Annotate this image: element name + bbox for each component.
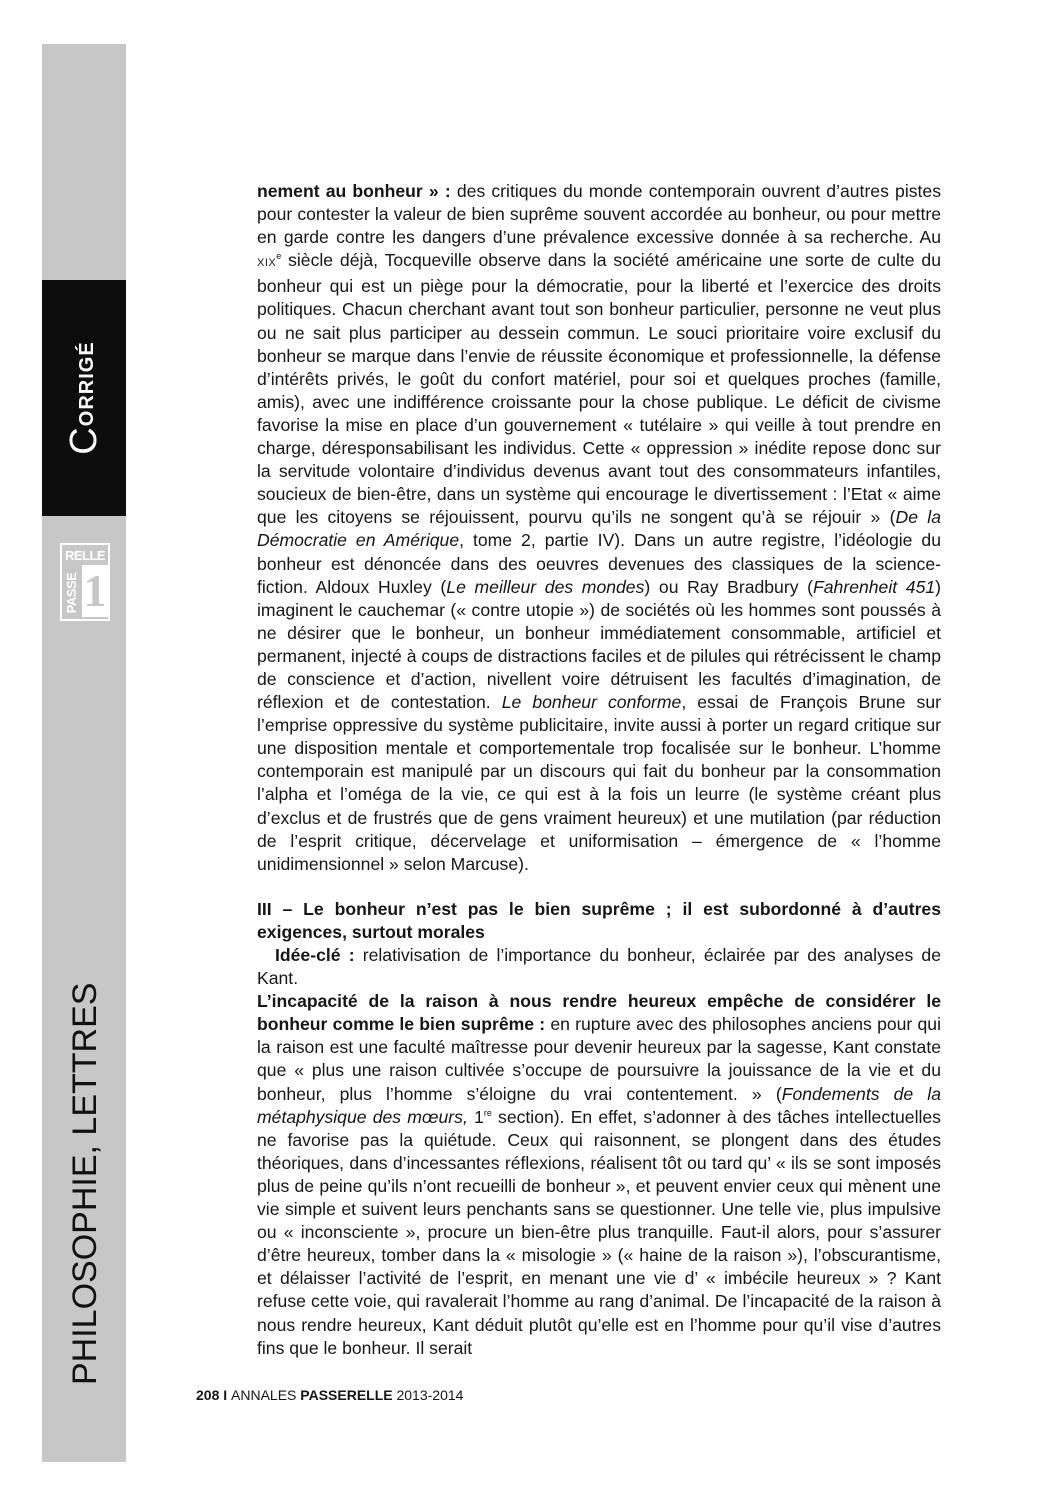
page-number: 208: [196, 1387, 220, 1403]
main-text: [257, 180, 941, 1360]
page-footer: 208 I ANNALES PASSERELLE 2013-2014: [196, 1387, 464, 1403]
paragraph: L’incapacité de la raison à nous rendre heureux empêche de considérer le bonheur comme le bien suprême : en rupture avec des philosophes anciens pour qui la raison est une faculté maîtresse pour devenir heureux par la sagesse, Kant constate que « plus une raison cultivée s’occupe de poursuivre la jouissance de la vie et du bonheur, plus l’homme s’éloigne du vrai contentement. » (Fondements de la métaphysique des mœurs, 1re section). En effet, s’adonner à des tâches intellectuelles ne favorise pas la quiétude. Ceux qui raisonnent, se plongent dans des études théoriques, dans d’incessantes réflexions, réalisent tôt ou tard qu’ « ils se sont imposés plus de peine qu’ils n’ont recueilli de bonheur », et peuvent envier ceux qui mènent une vie simple et suivent leurs penchants sans se questionner. Une telle vie, plus impulsive ou « inconsciente », procure un bien-être plus tranquille. Faut-il alors, pour s’assurer d’être heureux, tomber dans la « misologie » (« haine de la raison »), l’obscurantisme, et délaisser l’activité de l’esprit, en menant une vie d’ « imbécile heureux » ? Kant refuse cette voie, qui ravalerait l’homme au rang d’animal. De l’incapacité de la raison à nous rendre heureux, Kant déduit plutôt qu’elle est en l’homme pour qu’il vise d’autres fins que le bonheur. Il serait: [257, 991, 941, 1358]
logo-number: 1: [83, 565, 107, 616]
brand-name: PASSERELLE: [300, 1387, 393, 1403]
passerelle-logo: [60, 543, 110, 621]
corrige-label: C orrigé: [62, 341, 105, 455]
section-heading: III – Le bonheur n’est pas le bien suprême ; il est subordonné à d’autres exigences, surtout morales: [257, 898, 941, 942]
section-label: PHILOSOPHIE, LETTRES: [66, 982, 104, 1385]
paragraph: nement au bonheur » : des critiques du monde contemporain ouvrent d’autres pistes pour contester la valeur de bien suprême souvent accordée au bonheur, ou pour mettre en garde contre les dangers d’une prévalence excessive donnée à sa recherche. Au XIXe siècle déjà, Tocqueville observe dans la société américaine une sorte de culte du bonheur qui est un piège pour la démocratie, pour la liberté et l’exercice des droits politiques. Chacun cherchant avant tout son bonheur particulier, personne ne veut plus ou ne sait plus participer au dessein commun. Le souci prioritaire voire exclusif du bonheur se marque dans l’envie de réussite économique et professionnelle, la défense d’intérêts privés, le goût du confort matériel, pour soi et quelques proches (famille, amis), avec une indifférence croissante pour la chose publique. Le déficit de civisme favorise la mise en place d’un gouvernement « tutélaire » qui veille à tout prendre en charge, déresponsabilisant les individus. Cette « oppression » inédite repose donc sur la servitude volontaire d’individus devenus avant tout des consommateurs infantiles, soucieux de bien-être, dans un système qui encourage le divertissement : l’Etat « aime que les citoyens se réjouissent, pourvu qu’ils ne songent qu’à se réjouir » (De la Démocratie en Amérique, tome 2, partie IV). Dans un autre registre, l’idéologie du bonheur est dénoncée dans des oeuvres devenues des classiques de la science-fiction. Aldoux Huxley (Le meilleur des mondes) ou Ray Bradbury (Fahrenheit 451) imaginent le cauchemar (« contre utopie ») de sociétés où les hommes sont poussés à ne désirer que le bonheur, un bonheur immédiatement consommable, artificiel et permanent, injecté à coups de distractions faciles et de pilules qui rétrécissent le champ de conscience et d’action, nivellent voire détruisent les facultés d’imagination, de réflexion et de contestation. Le bonheur conforme, essai de François Brune sur l’emprise oppressive du système publicitaire, invite aussi à porter un regard critique sur une disposition mentale et comportementale trop focalisée sur le bonheur. L’homme contemporain est manipulé par un discours qui fait du bonheur par la consommation l’alpha et l’oméga de la vie, ce qui est à la fois un leurre (le système créant plus d’exclus et de frustrés que de gens vraiment heureux) et une mutilation (par réduction de l’esprit critique, décervelage et uniformisation – émergence de « l’homme unidimensionnel » selon Marcuse).: [257, 181, 941, 874]
logo-side-text: PASSE: [64, 572, 79, 614]
key-idea: Idée-clé : relativisation de l’importance du bonheur, éclairée par des analyses de Kant.: [257, 945, 941, 989]
logo-top-text: RELLE: [64, 548, 106, 563]
